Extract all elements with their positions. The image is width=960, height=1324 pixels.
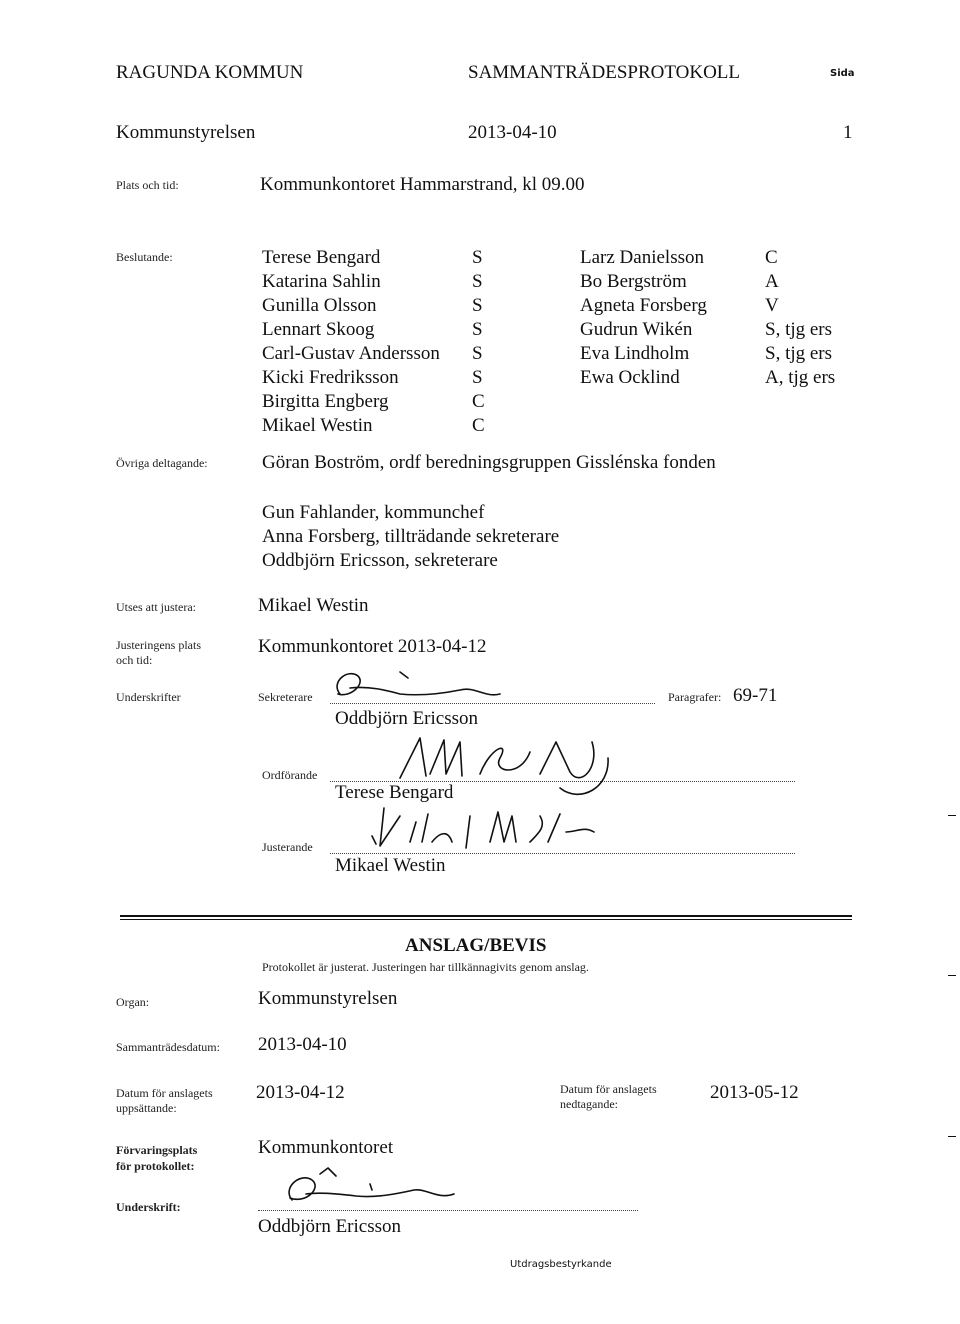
paragraphs-value: 69-71 xyxy=(733,685,778,706)
paragraphs-label: Paragrafer: xyxy=(668,690,722,704)
member-party: S xyxy=(472,343,483,364)
member-name: Agneta Forsberg xyxy=(580,295,707,316)
member-name: Eva Lindholm xyxy=(580,343,690,364)
staff-list xyxy=(262,501,559,573)
secretary-name: Oddbjörn Ericsson xyxy=(335,708,479,729)
member-party: C xyxy=(472,391,485,412)
adjuster-signature xyxy=(370,802,610,862)
notice-signature xyxy=(260,1164,480,1214)
page-label: Sida xyxy=(830,68,855,79)
notice-text: Protokollet är justerat. Justeringen har tillkännagivits genom anslag. xyxy=(262,960,589,974)
member-party: S xyxy=(472,295,483,316)
member-party: S, tjg ers xyxy=(765,319,833,340)
member-party: S xyxy=(472,367,483,388)
chair-label: Ordförande xyxy=(262,768,318,782)
member-name: Bo Bergström xyxy=(580,271,687,292)
meeting-date-value: 2013-04-10 xyxy=(258,1034,347,1055)
member-party: V xyxy=(765,295,779,316)
member-name: Birgitta Engberg xyxy=(262,391,389,412)
signatures-label: Underskrifter xyxy=(116,690,181,704)
member-party: A xyxy=(765,271,779,292)
decision-makers-left-names xyxy=(262,246,440,438)
page-number: 1 xyxy=(843,122,853,143)
member-name: Gudrun Wikén xyxy=(580,319,693,340)
staff-member: Gun Fahlander, kommunchef xyxy=(262,502,485,523)
removed-date-value: 2013-05-12 xyxy=(710,1082,799,1103)
margin-mark xyxy=(948,975,956,976)
member-name: Terese Bengard xyxy=(262,247,381,268)
margin-mark xyxy=(948,1136,956,1137)
member-name: Katarina Sahlin xyxy=(262,271,381,292)
chair-name: Terese Bengard xyxy=(335,782,454,803)
place-label: Plats och tid: xyxy=(116,178,179,192)
member-party: S xyxy=(472,319,483,340)
meeting-date: 2013-04-10 xyxy=(468,122,557,143)
adjuster-name: Mikael Westin xyxy=(258,595,369,616)
storage-value: Kommunkontoret xyxy=(258,1137,394,1158)
member-party: C xyxy=(472,415,485,436)
staff-member: Anna Forsberg, tillträdande sekreterare xyxy=(262,526,560,547)
adjuster-sign-label: Justerande xyxy=(262,840,313,854)
notice-signer-name: Oddbjörn Ericsson xyxy=(258,1216,402,1237)
posted-date-value: 2013-04-12 xyxy=(256,1082,345,1103)
secretary-label: Sekreterare xyxy=(258,690,313,704)
decision-makers-right-names xyxy=(580,246,707,390)
place-value: Kommunkontoret Hammarstrand, kl 09.00 xyxy=(260,174,585,195)
member-name: Mikael Westin xyxy=(262,415,373,436)
margin-mark xyxy=(948,815,956,816)
organ-label: Organ: xyxy=(116,995,150,1009)
guest-participant: Göran Boström, ordf beredningsgruppen Gisslénska fonden xyxy=(262,452,716,473)
member-name: Kicki Fredriksson xyxy=(262,367,399,388)
decision-makers-right-parties xyxy=(765,246,835,390)
organ-value: Kommunstyrelsen xyxy=(258,988,398,1009)
municipality-name: RAGUNDA KOMMUN xyxy=(116,62,304,83)
member-party: A, tjg ers xyxy=(765,367,836,388)
notice-top-rule-thin xyxy=(120,919,852,920)
member-name: Larz Danielsson xyxy=(580,247,704,268)
member-party: S xyxy=(472,271,483,292)
meeting-date-label: Sammanträdesdatum: xyxy=(116,1040,220,1054)
member-name: Carl-Gustav Andersson xyxy=(262,343,440,364)
member-party: S, tjg ers xyxy=(765,343,833,364)
member-name: Gunilla Olsson xyxy=(262,295,377,316)
adjuster-label: Utses att justera: xyxy=(116,600,196,614)
adjustment-place-time: Kommunkontoret 2013-04-12 xyxy=(258,636,487,657)
posted-date-label: Datum för anslagets uppsättande: xyxy=(116,1086,213,1115)
decision-makers-left-parties xyxy=(472,246,485,438)
removed-date-label: Datum för anslagets nedtagande: xyxy=(560,1082,657,1111)
decision-makers-label: Beslutande: xyxy=(116,250,173,264)
notice-title: ANSLAG/BEVIS xyxy=(405,935,547,956)
storage-label: Förvaringsplats för protokollet: xyxy=(116,1143,198,1173)
committee-name: Kommunstyrelsen xyxy=(116,122,256,143)
member-name: Ewa Ocklind xyxy=(580,367,680,388)
adjustment-label: Justeringens plats och tid: xyxy=(116,638,201,667)
member-party: C xyxy=(765,247,778,268)
member-party: S xyxy=(472,247,483,268)
document-type: SAMMANTRÄDESPROTOKOLL xyxy=(468,62,741,83)
notice-top-rule xyxy=(120,915,852,917)
others-label: Övriga deltagande: xyxy=(116,456,208,470)
secretary-signature xyxy=(300,664,530,710)
adjuster-sign-name: Mikael Westin xyxy=(335,855,446,876)
member-name: Lennart Skoog xyxy=(262,319,375,340)
signature-label: Underskrift: xyxy=(116,1200,181,1214)
staff-member: Oddbjörn Ericsson, sekreterare xyxy=(262,550,498,571)
footer-certified: Utdragsbestyrkande xyxy=(510,1259,612,1270)
